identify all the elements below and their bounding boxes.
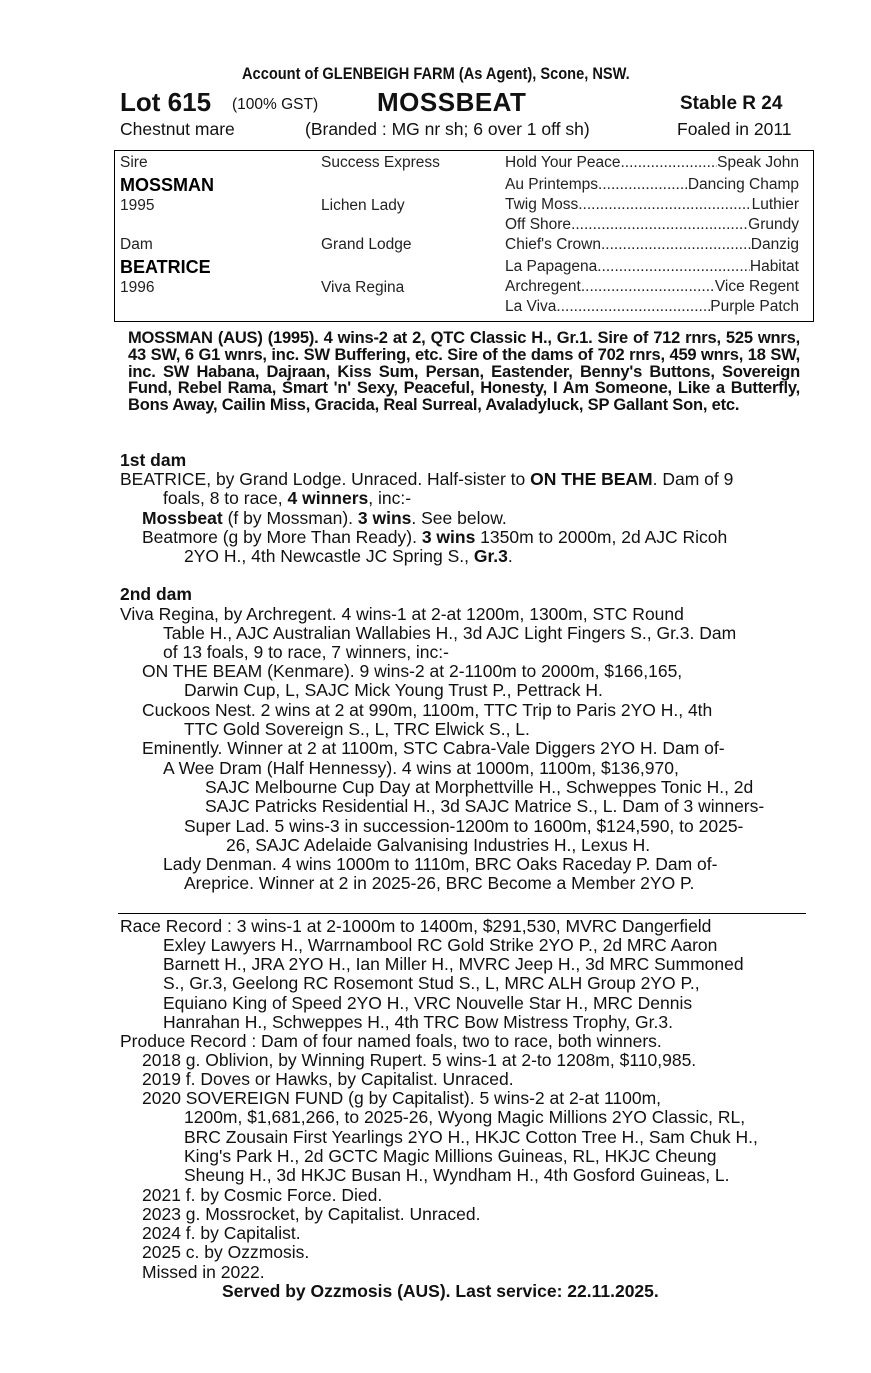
produce-record-line: 2018 g. Oblivion, by Winning Rupert. 5 wins-1 at 2-to 1208m, $110,985. — [142, 1050, 697, 1070]
second-dam-line: Eminently. Winner at 2 at 1100m, STC Cabra-Vale Diggers 2YO H. Dam of- — [142, 738, 725, 758]
second-dam-line: of 13 foals, 9 to race, 7 winners, inc:- — [163, 642, 449, 662]
produce-record-line: 2024 f. by Capitalist. — [142, 1223, 301, 1243]
produce-record-line: 1200m, $1,681,266, to 2025-26, Wyong Magic Millions 2YO Classic, RL, — [184, 1107, 746, 1127]
gen3-row: Chief's Crown ..... Danzig — [505, 236, 799, 254]
produce-record-line: King's Park H., 2d GCTC Magic Millions Guineas, RL, HKJC Cheung — [184, 1146, 717, 1166]
sire-summary: MOSSMAN (AUS) (1995). 4 wins-2 at 2, QTC Classic H., Gr.1. Sire of 712 rnrs, 525 wnrs, 43 SW, 6 G1 wnrs, inc. SW Buffering, etc. Sire of the dams of 702 rnrs, 459 wnrs, 18 SW, inc. SW Habana, Dajraan, Kiss Sum, Persan, Eastender, Benny's Buttons, Sovereign Fund, Rebel Rama, Smart 'n' Sexy, Peaceful, Honesty, I Am Someone, Like a Butterfly, Bons Away, Cailin Miss, Gracida, Real Surreal, Avaladyluck, SP Gallant Son, etc. — [128, 329, 800, 415]
second-dam-line: Darwin Cup, L, SAJC Mick Young Trust P., Pettrack H. — [184, 680, 603, 700]
dam-dam: Viva Regina — [321, 279, 405, 296]
pedigree-table — [114, 150, 814, 322]
sire-dam: Lichen Lady — [321, 197, 405, 214]
race-record-line: Equiano King of Speed 2YO H., VRC Nouvelle Star H., MRC Dennis — [163, 993, 693, 1013]
account-line: Account of GLENBEIGH FARM (As Agent), Scone, NSW. — [242, 64, 630, 83]
first-dam-heading: 1st dam — [120, 450, 187, 470]
second-dam-line: ON THE BEAM (Kenmare). 9 wins-2 at 2-1100m to 2000m, $166,165, — [142, 661, 683, 681]
race-record-line: Race Record : 3 wins-1 at 2-1000m to 1400m, $291,530, MVRC Dangerfield — [120, 916, 712, 936]
brand-description: (Branded : MG nr sh; 6 over 1 off sh) — [305, 119, 590, 139]
produce-record-line: 2021 f. by Cosmic Force. Died. — [142, 1185, 383, 1205]
first-dam-line: BEATRICE, by Grand Lodge. Unraced. Half-sister to ON THE BEAM. Dam of 9 — [120, 469, 734, 489]
gen3-row: Off Shore ..... Grundy — [505, 216, 799, 234]
second-dam-line: Areprice. Winner at 2 in 2025-26, BRC Become a Member 2YO P. — [184, 873, 695, 893]
race-record-line: S., Gr.3, Geelong RC Rosemont Stud S., L, MRC ALH Group 2YO P., — [163, 973, 700, 993]
progeny-mossbeat: Mossbeat (f by Mossman). 3 wins. See below. — [142, 508, 507, 528]
gen3-row: La Papagena ..... Habitat — [505, 258, 799, 276]
dam-label: Dam — [120, 236, 153, 253]
first-dam-line: foals, 8 to race, 4 winners, inc:- — [163, 488, 412, 508]
gen3-row: La Viva ..... Purple Patch — [505, 298, 799, 316]
second-dam-line: TTC Gold Sovereign S., L, TRC Elwick S., L. — [184, 719, 530, 739]
sire-label: Sire — [120, 154, 148, 171]
produce-record-line: 2025 c. by Ozzmosis. — [142, 1242, 310, 1262]
second-dam-line: Super Lad. 5 wins-3 in succession-1200m to 1600m, $124,590, to 2025- — [184, 816, 744, 836]
second-dam-line: Table H., AJC Australian Wallabies H., 3d AJC Light Fingers S., Gr.3. Dam — [163, 623, 737, 643]
sire-sire: Success Express — [321, 154, 440, 171]
produce-record-line: Missed in 2022. — [142, 1262, 265, 1282]
gen3-row: Au Printemps ..... Dancing Champ — [505, 176, 799, 194]
gen3-row: Archregent ..... Vice Regent — [505, 278, 799, 296]
produce-record-line: BRC Zousain First Yearlings 2YO H., HKJC Cotton Tree H., Sam Chuk H., — [184, 1127, 758, 1147]
produce-record-line: Sheung H., 3d HKJC Busan H., Wyndham H., 4th Gosford Guineas, L. — [184, 1165, 730, 1185]
served-line: Served by Ozzmosis (AUS). Last service: 22.11.2025. — [222, 1281, 659, 1301]
race-record-line: Exley Lawyers H., Warrnambool RC Gold Strike 2YO P., 2d MRC Aaron — [163, 935, 718, 955]
second-dam-line: 26, SAJC Adelaide Galvanising Industries H., Lexus H. — [226, 835, 651, 855]
horse-sex-colour: Chestnut mare — [120, 119, 235, 139]
lot-number: Lot 615 — [120, 87, 212, 117]
dam-year: 1996 — [120, 279, 155, 296]
section-divider — [118, 913, 806, 914]
sire-name: MOSSMAN — [120, 175, 214, 195]
progeny-beatmore: 2YO H., 4th Newcastle JC Spring S., Gr.3. — [184, 546, 513, 566]
produce-record-line: 2019 f. Doves or Hawks, by Capitalist. Unraced. — [142, 1069, 514, 1089]
gen3-row: Hold Your Peace ..... Speak John — [505, 154, 799, 172]
sire-year: 1995 — [120, 197, 155, 214]
horse-name: MOSSBEAT — [377, 87, 527, 117]
second-dam-line: A Wee Dram (Half Hennessy). 4 wins at 1000m, 1100m, $136,970, — [163, 758, 679, 778]
stable-label: Stable R 24 — [680, 93, 783, 114]
foaled-year: Foaled in 2011 — [677, 119, 792, 139]
second-dam-line: Viva Regina, by Archregent. 4 wins-1 at 2-at 1200m, 1300m, STC Round — [120, 604, 684, 624]
gst-note: (100% GST) — [232, 96, 319, 113]
produce-record-line: Produce Record : Dam of four named foals, two to race, both winners. — [120, 1031, 662, 1051]
produce-record-line: 2023 g. Mossrocket, by Capitalist. Unraced. — [142, 1204, 481, 1224]
gen3-row: Twig Moss ..... Luthier — [505, 196, 799, 214]
second-dam-heading: 2nd dam — [120, 584, 192, 604]
second-dam-line: Cuckoos Nest. 2 wins at 2 at 990m, 1100m, TTC Trip to Paris 2YO H., 4th — [142, 700, 713, 720]
dam-sire: Grand Lodge — [321, 236, 412, 253]
progeny-beatmore: Beatmore (g by More Than Ready). 3 wins 1350m to 2000m, 2d AJC Ricoh — [142, 527, 728, 547]
race-record-line: Barnett H., JRA 2YO H., Ian Miller H., MVRC Jeep H., 3d MRC Summoned — [163, 954, 744, 974]
produce-record-line: 2020 SOVEREIGN FUND (g by Capitalist). 5 wins-2 at 2-at 1100m, — [142, 1088, 662, 1108]
dam-name: BEATRICE — [120, 257, 211, 277]
second-dam-line: SAJC Melbourne Cup Day at Morphettville H., Schweppes Tonic H., 2d — [205, 777, 754, 797]
second-dam-line: SAJC Patricks Residential H., 3d SAJC Matrice S., L. Dam of 3 winners- — [205, 796, 765, 816]
race-record-line: Hanrahan H., Schweppes H., 4th TRC Bow Mistress Trophy, Gr.3. — [163, 1012, 673, 1032]
second-dam-line: Lady Denman. 4 wins 1000m to 1110m, BRC Oaks Raceday P. Dam of- — [163, 854, 718, 874]
